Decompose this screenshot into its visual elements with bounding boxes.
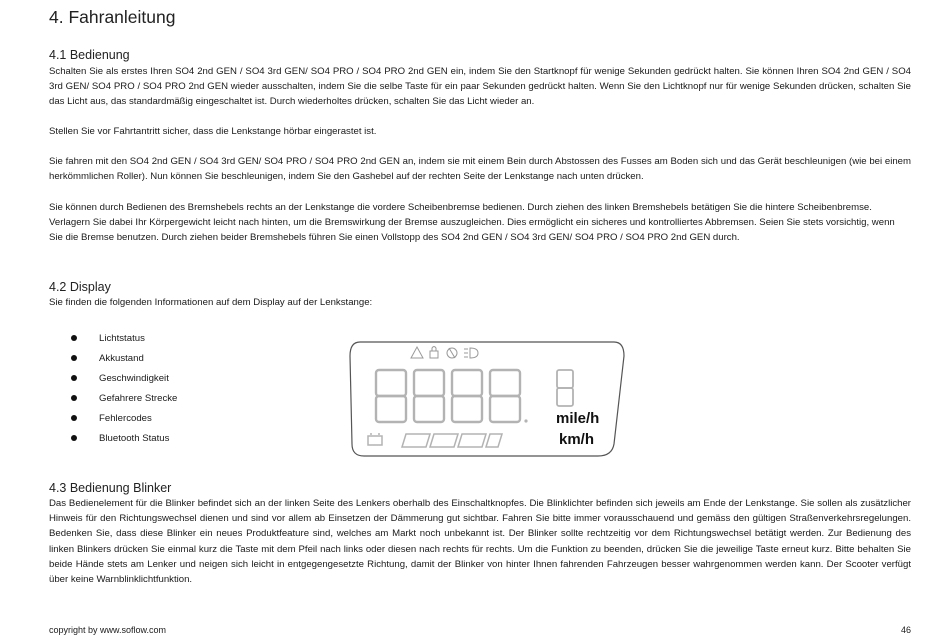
list-item [71, 371, 177, 391]
list-item [71, 351, 177, 371]
digit-1 [376, 370, 406, 422]
section-title-display: 4.2 Display [49, 280, 111, 294]
section-title-bedienung: 4.1 Bedienung [49, 48, 130, 62]
paragraph: Stellen Sie vor Fahrtantritt sicher, dass die Lenkstange hörbar eingerastet ist. [49, 126, 377, 137]
lock-icon [430, 347, 438, 359]
cruise-icon [447, 348, 457, 358]
list-item-label: Lichtstatus [99, 333, 145, 344]
paragraph: Sie finden die folgenden Informationen auf dem Display auf der Lenkstange: [49, 297, 373, 308]
unit-km-per-hour: km/h [559, 431, 595, 448]
bullet-icon [71, 415, 77, 421]
warning-icon [411, 347, 423, 358]
battery-icon [368, 433, 382, 445]
battery-bar [368, 433, 502, 447]
footer-copyright: copyright by www.soflow.com [49, 625, 167, 635]
bullet-icon [71, 375, 77, 381]
list-item-label: Akkustand [99, 353, 144, 365]
page-heading: 4. Fahranleitung [49, 7, 176, 27]
digit-2 [414, 370, 444, 422]
digit-small [557, 370, 573, 406]
bullet-icon [71, 355, 77, 361]
list-item-label: Bluetooth Status [99, 433, 170, 445]
list-item [71, 391, 177, 411]
unit-mile-per-hour: mile/h [556, 410, 600, 427]
list-item-label: Gefahrere Strecke [99, 393, 178, 405]
bullet-icon [71, 395, 77, 401]
list-item-label: Geschwindigkeit [99, 373, 169, 385]
digit-3 [452, 370, 482, 422]
paragraph: Sie fahren mit den SO4 2nd GEN / SO4 3rd GEN/ SO4 PRO / SO4 PRO 2nd GEN an, indem sie mit einem Bein durch Abstossen des Fusses am Boden sich und das Gerät beschleunigen (wie bei einem herkömmlichen Roller). Nun können Sie beschleunigen, indem Sie den Gashebel auf der rechten Seite der Lenkstange nach unten drücken. [49, 156, 911, 183]
display-info-list [71, 331, 177, 452]
decimal-point [524, 419, 527, 422]
speed-digits [376, 370, 573, 423]
status-icons [411, 347, 478, 359]
list-item-label: Fehlercodes [99, 413, 152, 425]
paragraph: Sie können durch Bedienen des Bremshebels rechts an der Lenkstange die vordere Scheibenbremse bedienen. Durch ziehen des linken Bremshebels betätigen Sie die hintere Scheibenbremse. Verlagern Sie dabei Ihr Körpergewicht leicht nach hinten, um die Bremswirkung der Bremse auszugleichen. Dies ermöglicht ein sicheres und kontrolliertes Abbremsen. Seien Sie stets vorsichtig, wenn Sie die Bremse benutzen. Durch ziehen beider Bremshebels führen Sie einen Vollstopp des SO4 2nd GEN / SO4 3rd GEN/ SO4 PRO / SO4 PRO 2nd GEN durch. [49, 202, 895, 244]
list-item [71, 331, 177, 351]
paragraph: Schalten Sie als erstes Ihren SO4 2nd GEN / SO4 3rd GEN/ SO4 PRO / SO4 PRO 2nd GEN ein, indem Sie den Startknopf für wenige Sekunden gedrückt halten. Sie können Ihren SO4 2nd GEN / SO4 3rd GEN/ SO4 PRO / SO4 PRO 2nd GEN wieder ausschalten, indem Sie die selbe Taste für ein paar Sekunden gedrückt halten. Wenn Sie den Lichtknopf nur für wenige Sekunden drücken, schalten Sie das Licht aus, das standardmäßig eingeschaltet ist. Durch wiederholtes drücken, schalten Sie das Licht wieder an. [49, 66, 911, 108]
bullet-icon [71, 435, 77, 441]
list-item [71, 431, 177, 451]
page-number: 46 [900, 625, 911, 635]
manual-page [49, 0, 911, 641]
digit-4 [490, 370, 520, 422]
list-item [71, 411, 177, 431]
bullet-icon [71, 335, 77, 341]
lcd-display-illustration [348, 336, 628, 462]
paragraph: Das Bedienelement für die Blinker befindet sich an der linken Seite des Lenkers oberhalb des Einschaltknopfes. Die Blinklichter befinden sich jeweils am Ende der Lenkstange. Sie sollen als zusätzlicher Hinweis für den Richtungswechsel dienen und sind vor allem ab Einsetzen der Dämmerung gut sichtbar. Fahren Sie bitte immer vorausschauend und gemäss den gültigen Straßenverkehrsregelungen. Bedenken Sie, dass diese Blinker ein neues Produktfeature sind, welches am Markt noch unbekannt ist. Der Blinker sollte rechtzeitig vor dem Richtungswechsel betätigt werden. Zur Bedienung des linken Blinkers drücken Sie einmal kurz die Taste mit dem Pfeil nach links oder diesen nach rechts für rechts. Um die Funktion zu beenden, drücken Sie die jeweilige Taste erneut kurz. Bitte behalten Sie beide Hände stets am Lenker und neigen sich leicht in entgegengesetzte Richtung, damit der Blinker von hinter Ihnen fahrenden Fahrzeugen besser wahrgenommen werden kann. Der Scooter verfügt über keine Warnblinklichtfunktion. [49, 498, 911, 586]
light-icon [464, 348, 478, 358]
section-title-blinker: 4.3 Bedienung Blinker [49, 481, 172, 495]
